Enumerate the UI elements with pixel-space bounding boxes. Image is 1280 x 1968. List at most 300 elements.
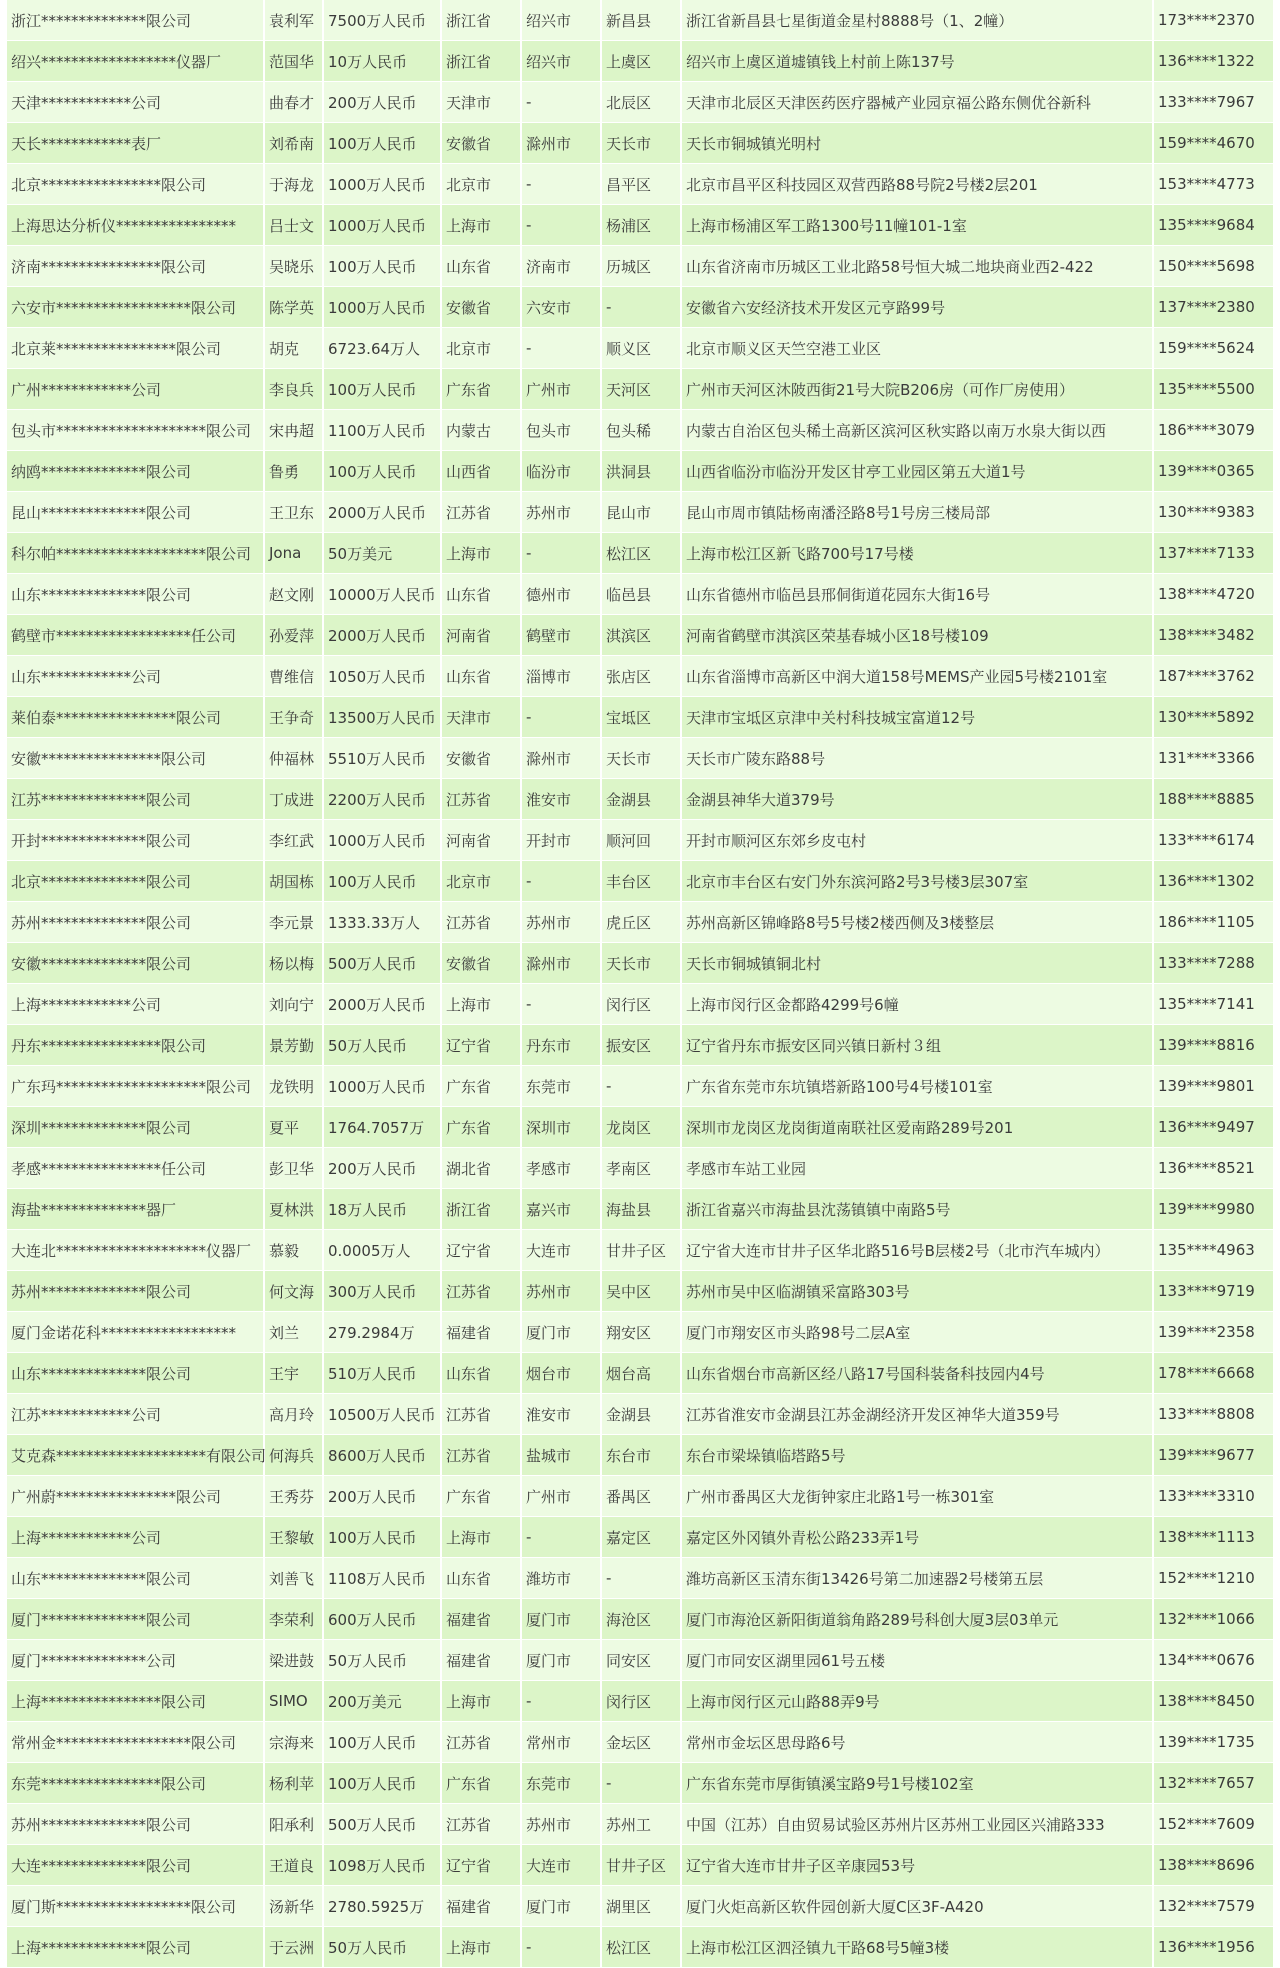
district-cell: 金坛区 (601, 1722, 681, 1763)
province-cell: 山东省 (441, 1353, 521, 1394)
legal-rep-cell: 刘兰 (264, 1312, 323, 1353)
table-row (7, 287, 1273, 328)
company-name-cell: 开封**************限公司 (7, 820, 264, 861)
legal-rep-cell: 吕士文 (264, 205, 323, 246)
province-cell: 江苏省 (441, 1804, 521, 1845)
city-cell: - (521, 984, 601, 1025)
city-cell: 东莞市 (521, 1066, 601, 1107)
city-cell: - (521, 1517, 601, 1558)
legal-rep-cell: SIMO (264, 1681, 323, 1722)
company-name-cell: 山东**************限公司 (7, 574, 264, 615)
phone-cell: 132****7657 (1153, 1763, 1273, 1804)
legal-rep-cell: 阳承利 (264, 1804, 323, 1845)
phone-cell: 159****5624 (1153, 328, 1273, 369)
phone-cell: 173****2370 (1153, 0, 1273, 41)
city-cell: 大连市 (521, 1230, 601, 1271)
address-cell: 金湖县神华大道379号 (681, 779, 1153, 820)
reg-capital-cell: 100万人民币 (323, 451, 441, 492)
city-cell: - (521, 205, 601, 246)
phone-cell: 136****1956 (1153, 1927, 1273, 1968)
table-row (7, 697, 1273, 738)
phone-cell: 130****9383 (1153, 492, 1273, 533)
legal-rep-cell: 彭卫华 (264, 1148, 323, 1189)
phone-cell: 133****7288 (1153, 943, 1273, 984)
phone-cell: 152****1210 (1153, 1558, 1273, 1599)
reg-capital-cell: 2000万人民币 (323, 984, 441, 1025)
company-name-cell: 鹤壁市******************任公司 (7, 615, 264, 656)
phone-cell: 178****6668 (1153, 1353, 1273, 1394)
city-cell: 嘉兴市 (521, 1189, 601, 1230)
district-cell: 天河区 (601, 369, 681, 410)
company-table (7, 0, 1273, 1968)
address-cell: 北京市顺义区天竺空港工业区 (681, 328, 1153, 369)
city-cell: - (521, 1927, 601, 1968)
district-cell: 虎丘区 (601, 902, 681, 943)
province-cell: 上海市 (441, 1681, 521, 1722)
address-cell: 常州市金坛区思母路6号 (681, 1722, 1153, 1763)
table-row (7, 1722, 1273, 1763)
company-name-cell: 常州金******************限公司 (7, 1722, 264, 1763)
phone-cell: 138****8450 (1153, 1681, 1273, 1722)
table-row (7, 205, 1273, 246)
city-cell: 济南市 (521, 246, 601, 287)
reg-capital-cell: 279.2984万 (323, 1312, 441, 1353)
table-row (7, 902, 1273, 943)
phone-cell: 136****8521 (1153, 1148, 1273, 1189)
address-cell: 天长市广陵东路88号 (681, 738, 1153, 779)
phone-cell: 188****8885 (1153, 779, 1273, 820)
province-cell: 山西省 (441, 451, 521, 492)
table-row (7, 861, 1273, 902)
address-cell: 广州市番禺区大龙街钟家庄北路1号一栋301室 (681, 1476, 1153, 1517)
province-cell: 福建省 (441, 1886, 521, 1927)
phone-cell: 132****1066 (1153, 1599, 1273, 1640)
city-cell: 淄博市 (521, 656, 601, 697)
company-name-cell: 绍兴******************仪器厂 (7, 41, 264, 82)
city-cell: 孝感市 (521, 1148, 601, 1189)
company-name-cell: 丹东****************限公司 (7, 1025, 264, 1066)
city-cell: 淮安市 (521, 1394, 601, 1435)
address-cell: 北京市丰台区右安门外东滨河路2号3号楼3层307室 (681, 861, 1153, 902)
reg-capital-cell: 50万人民币 (323, 1025, 441, 1066)
city-cell: 盐城市 (521, 1435, 601, 1476)
table-row (7, 1353, 1273, 1394)
reg-capital-cell: 2200万人民币 (323, 779, 441, 820)
legal-rep-cell: 吴晓乐 (264, 246, 323, 287)
city-cell: 六安市 (521, 287, 601, 328)
city-cell: 潍坊市 (521, 1558, 601, 1599)
district-cell: 顺河回 (601, 820, 681, 861)
legal-rep-cell: 王卫东 (264, 492, 323, 533)
district-cell: 天长市 (601, 738, 681, 779)
company-name-cell: 山东**************限公司 (7, 1353, 264, 1394)
company-name-cell: 江苏**************限公司 (7, 779, 264, 820)
company-name-cell: 广东玛********************限公司 (7, 1066, 264, 1107)
district-cell: 宝坻区 (601, 697, 681, 738)
legal-rep-cell: 于云洲 (264, 1927, 323, 1968)
address-cell: 绍兴市上虞区道墟镇钱上村前上陈137号 (681, 41, 1153, 82)
table-row (7, 1517, 1273, 1558)
phone-cell: 186****1105 (1153, 902, 1273, 943)
address-cell: 山东省济南市历城区工业北路58号恒大城二地块商业西2-422 (681, 246, 1153, 287)
reg-capital-cell: 100万人民币 (323, 1517, 441, 1558)
address-cell: 上海市杨浦区军工路1300号11幢101-1室 (681, 205, 1153, 246)
reg-capital-cell: 1000万人民币 (323, 287, 441, 328)
company-name-cell: 厦门**************公司 (7, 1640, 264, 1681)
city-cell: 苏州市 (521, 492, 601, 533)
table-row (7, 1025, 1273, 1066)
address-cell: 厦门市翔安区市头路98号二层A室 (681, 1312, 1153, 1353)
address-cell: 广东省东莞市厚街镇溪宝路9号1号楼102室 (681, 1763, 1153, 1804)
reg-capital-cell: 18万人民币 (323, 1189, 441, 1230)
city-cell: 深圳市 (521, 1107, 601, 1148)
city-cell: - (521, 533, 601, 574)
reg-capital-cell: 1000万人民币 (323, 820, 441, 861)
district-cell: 顺义区 (601, 328, 681, 369)
district-cell: 杨浦区 (601, 205, 681, 246)
legal-rep-cell: 王黎敏 (264, 1517, 323, 1558)
province-cell: 北京市 (441, 328, 521, 369)
city-cell: 滁州市 (521, 738, 601, 779)
province-cell: 安徽省 (441, 943, 521, 984)
legal-rep-cell: 丁成进 (264, 779, 323, 820)
legal-rep-cell: 孙爱萍 (264, 615, 323, 656)
legal-rep-cell: 梁进鼓 (264, 1640, 323, 1681)
table-row (7, 41, 1273, 82)
phone-cell: 134****0676 (1153, 1640, 1273, 1681)
city-cell: 苏州市 (521, 1804, 601, 1845)
district-cell: 吴中区 (601, 1271, 681, 1312)
company-name-cell: 艾克森********************有限公司 (7, 1435, 264, 1476)
company-name-cell: 江苏************公司 (7, 1394, 264, 1435)
legal-rep-cell: 何海兵 (264, 1435, 323, 1476)
phone-cell: 130****5892 (1153, 697, 1273, 738)
reg-capital-cell: 100万人民币 (323, 1722, 441, 1763)
province-cell: 上海市 (441, 984, 521, 1025)
table-row (7, 1886, 1273, 1927)
reg-capital-cell: 200万人民币 (323, 1148, 441, 1189)
province-cell: 江苏省 (441, 1271, 521, 1312)
legal-rep-cell: 刘希南 (264, 123, 323, 164)
company-name-cell: 浙江**************限公司 (7, 0, 264, 41)
address-cell: 中国（江苏）自由贸易试验区苏州片区苏州工业园区兴浦路333 (681, 1804, 1153, 1845)
company-name-cell: 广州************公司 (7, 369, 264, 410)
address-cell: 广州市天河区沐陂西街21号大院B206房（可作厂房使用） (681, 369, 1153, 410)
city-cell: 厦门市 (521, 1886, 601, 1927)
reg-capital-cell: 300万人民币 (323, 1271, 441, 1312)
address-cell: 山东省烟台市高新区经八路17号国科装备科技园内4号 (681, 1353, 1153, 1394)
table-row (7, 943, 1273, 984)
table-row (7, 1681, 1273, 1722)
phone-cell: 135****7141 (1153, 984, 1273, 1025)
province-cell: 江苏省 (441, 902, 521, 943)
reg-capital-cell: 10000万人民币 (323, 574, 441, 615)
address-cell: 天津市宝坻区京津中关村科技城宝富道12号 (681, 697, 1153, 738)
table-row (7, 656, 1273, 697)
district-cell: 洪洞县 (601, 451, 681, 492)
district-cell: 甘井子区 (601, 1230, 681, 1271)
reg-capital-cell: 100万人民币 (323, 861, 441, 902)
address-cell: 辽宁省丹东市振安区同兴镇日新村３组 (681, 1025, 1153, 1066)
reg-capital-cell: 200万人民币 (323, 82, 441, 123)
city-cell: - (521, 861, 601, 902)
table-row (7, 1394, 1273, 1435)
province-cell: 江苏省 (441, 1435, 521, 1476)
legal-rep-cell: 何文海 (264, 1271, 323, 1312)
city-cell: 绍兴市 (521, 0, 601, 41)
reg-capital-cell: 50万人民币 (323, 1640, 441, 1681)
province-cell: 上海市 (441, 533, 521, 574)
company-name-cell: 苏州**************限公司 (7, 902, 264, 943)
table-row (7, 1599, 1273, 1640)
phone-cell: 138****8696 (1153, 1845, 1273, 1886)
province-cell: 上海市 (441, 1927, 521, 1968)
company-name-cell: 上海****************限公司 (7, 1681, 264, 1722)
address-cell: 昆山市周市镇陆杨南潘泾路8号1号房三楼局部 (681, 492, 1153, 533)
address-cell: 开封市顺河区东郊乡皮屯村 (681, 820, 1153, 861)
province-cell: 辽宁省 (441, 1845, 521, 1886)
table-row (7, 1558, 1273, 1599)
company-name-cell: 安徽**************限公司 (7, 943, 264, 984)
province-cell: 湖北省 (441, 1148, 521, 1189)
province-cell: 山东省 (441, 1558, 521, 1599)
district-cell: 闵行区 (601, 1681, 681, 1722)
table-row (7, 1763, 1273, 1804)
legal-rep-cell: 范国华 (264, 41, 323, 82)
legal-rep-cell: 夏平 (264, 1107, 323, 1148)
company-name-cell: 海盐**************器厂 (7, 1189, 264, 1230)
legal-rep-cell: 于海龙 (264, 164, 323, 205)
company-name-cell: 孝感****************任公司 (7, 1148, 264, 1189)
legal-rep-cell: 李红武 (264, 820, 323, 861)
company-name-cell: 安徽****************限公司 (7, 738, 264, 779)
district-cell: 烟台高 (601, 1353, 681, 1394)
city-cell: 鹤壁市 (521, 615, 601, 656)
reg-capital-cell: 13500万人民币 (323, 697, 441, 738)
address-cell: 河南省鹤壁市淇滨区荣基春城小区18号楼109 (681, 615, 1153, 656)
address-cell: 浙江省新昌县七星街道金星村8888号（1、2幢） (681, 0, 1153, 41)
district-cell: 新昌县 (601, 0, 681, 41)
legal-rep-cell: 龙铁明 (264, 1066, 323, 1107)
reg-capital-cell: 2000万人民币 (323, 492, 441, 533)
phone-cell: 138****3482 (1153, 615, 1273, 656)
reg-capital-cell: 50万人民币 (323, 1927, 441, 1968)
address-cell: 北京市昌平区科技园区双营西路88号院2号楼2层201 (681, 164, 1153, 205)
district-cell: 甘井子区 (601, 1845, 681, 1886)
phone-cell: 136****1322 (1153, 41, 1273, 82)
reg-capital-cell: 200万美元 (323, 1681, 441, 1722)
legal-rep-cell: 王道良 (264, 1845, 323, 1886)
phone-cell: 137****2380 (1153, 287, 1273, 328)
reg-capital-cell: 1098万人民币 (323, 1845, 441, 1886)
table-row (7, 1804, 1273, 1845)
city-cell: - (521, 1681, 601, 1722)
province-cell: 广东省 (441, 369, 521, 410)
address-cell: 广东省东莞市东坑镇塔新路100号4号楼101室 (681, 1066, 1153, 1107)
address-cell: 苏州市吴中区临湖镇采富路303号 (681, 1271, 1153, 1312)
table-row (7, 1435, 1273, 1476)
reg-capital-cell: 1000万人民币 (323, 1066, 441, 1107)
province-cell: 江苏省 (441, 1722, 521, 1763)
phone-cell: 133****9719 (1153, 1271, 1273, 1312)
city-cell: 厦门市 (521, 1599, 601, 1640)
city-cell: 常州市 (521, 1722, 601, 1763)
table-row (7, 82, 1273, 123)
province-cell: 浙江省 (441, 1189, 521, 1230)
table-row (7, 533, 1273, 574)
legal-rep-cell: 曹维信 (264, 656, 323, 697)
reg-capital-cell: 100万人民币 (323, 246, 441, 287)
legal-rep-cell: 杨以梅 (264, 943, 323, 984)
phone-cell: 135****9684 (1153, 205, 1273, 246)
company-name-cell: 天长************表厂 (7, 123, 264, 164)
address-cell: 上海市松江区新飞路700号17号楼 (681, 533, 1153, 574)
reg-capital-cell: 0.0005万人 (323, 1230, 441, 1271)
district-cell: 海盐县 (601, 1189, 681, 1230)
company-name-cell: 厦门**************限公司 (7, 1599, 264, 1640)
table-row (7, 820, 1273, 861)
district-cell: 金湖县 (601, 779, 681, 820)
company-name-cell: 山东************公司 (7, 656, 264, 697)
table-row (7, 1107, 1273, 1148)
address-cell: 山东省德州市临邑县邢侗街道花园东大街16号 (681, 574, 1153, 615)
reg-capital-cell: 10万人民币 (323, 41, 441, 82)
table-row (7, 1476, 1273, 1517)
city-cell: 广州市 (521, 1476, 601, 1517)
address-cell: 厦门市同安区湖里园61号五楼 (681, 1640, 1153, 1681)
legal-rep-cell: 王宇 (264, 1353, 323, 1394)
district-cell: 翔安区 (601, 1312, 681, 1353)
reg-capital-cell: 10500万人民币 (323, 1394, 441, 1435)
phone-cell: 152****7609 (1153, 1804, 1273, 1845)
district-cell: 丰台区 (601, 861, 681, 902)
district-cell: 金湖县 (601, 1394, 681, 1435)
address-cell: 浙江省嘉兴市海盐县沈荡镇镇中南路5号 (681, 1189, 1153, 1230)
legal-rep-cell: 宗海来 (264, 1722, 323, 1763)
province-cell: 江苏省 (441, 492, 521, 533)
reg-capital-cell: 100万人民币 (323, 369, 441, 410)
phone-cell: 138****1113 (1153, 1517, 1273, 1558)
city-cell: 丹东市 (521, 1025, 601, 1066)
legal-rep-cell: 夏林洪 (264, 1189, 323, 1230)
legal-rep-cell: 杨利苹 (264, 1763, 323, 1804)
company-name-cell: 北京****************限公司 (7, 164, 264, 205)
legal-rep-cell: 赵文刚 (264, 574, 323, 615)
company-name-cell: 上海思达分析仪**************** (7, 205, 264, 246)
company-name-cell: 广州蔚****************限公司 (7, 1476, 264, 1517)
district-cell: 闵行区 (601, 984, 681, 1025)
district-cell: 孝南区 (601, 1148, 681, 1189)
phone-cell: 187****3762 (1153, 656, 1273, 697)
city-cell: 大连市 (521, 1845, 601, 1886)
phone-cell: 136****9497 (1153, 1107, 1273, 1148)
legal-rep-cell: 李良兵 (264, 369, 323, 410)
address-cell: 东台市梁垛镇临塔路5号 (681, 1435, 1153, 1476)
district-cell: - (601, 1066, 681, 1107)
reg-capital-cell: 100万人民币 (323, 1763, 441, 1804)
reg-capital-cell: 500万人民币 (323, 943, 441, 984)
phone-cell: 139****9677 (1153, 1435, 1273, 1476)
phone-cell: 136****1302 (1153, 861, 1273, 902)
address-cell: 厦门市海沧区新阳街道翁角路289号科创大厦3层03单元 (681, 1599, 1153, 1640)
district-cell: 昆山市 (601, 492, 681, 533)
address-cell: 内蒙古自治区包头稀土高新区滨河区秋实路以南万水泉大街以西 (681, 410, 1153, 451)
address-cell: 深圳市龙岗区龙岗街道南联社区爱南路289号201 (681, 1107, 1153, 1148)
table-row (7, 1640, 1273, 1681)
district-cell: 同安区 (601, 1640, 681, 1681)
reg-capital-cell: 7500万人民币 (323, 0, 441, 41)
legal-rep-cell: 景芳勤 (264, 1025, 323, 1066)
city-cell: 滁州市 (521, 943, 601, 984)
table-row (7, 164, 1273, 205)
district-cell: 昌平区 (601, 164, 681, 205)
district-cell: 海沧区 (601, 1599, 681, 1640)
table-row (7, 492, 1273, 533)
district-cell: 湖里区 (601, 1886, 681, 1927)
city-cell: - (521, 328, 601, 369)
province-cell: 江苏省 (441, 779, 521, 820)
city-cell: 淮安市 (521, 779, 601, 820)
city-cell: 绍兴市 (521, 41, 601, 82)
reg-capital-cell: 2780.5925万 (323, 1886, 441, 1927)
table-row (7, 1066, 1273, 1107)
reg-capital-cell: 1764.7057万 (323, 1107, 441, 1148)
legal-rep-cell: 鲁勇 (264, 451, 323, 492)
province-cell: 上海市 (441, 205, 521, 246)
phone-cell: 135****4963 (1153, 1230, 1273, 1271)
company-name-cell: 东莞****************限公司 (7, 1763, 264, 1804)
phone-cell: 133****7967 (1153, 82, 1273, 123)
table-row (7, 123, 1273, 164)
province-cell: 北京市 (441, 164, 521, 205)
table-row (7, 984, 1273, 1025)
address-cell: 天长市铜城镇光明村 (681, 123, 1153, 164)
company-name-cell: 天津************公司 (7, 82, 264, 123)
district-cell: 淇滨区 (601, 615, 681, 656)
table-row (7, 246, 1273, 287)
legal-rep-cell: 高月玲 (264, 1394, 323, 1435)
province-cell: 辽宁省 (441, 1230, 521, 1271)
phone-cell: 139****0365 (1153, 451, 1273, 492)
province-cell: 河南省 (441, 615, 521, 656)
province-cell: 安徽省 (441, 287, 521, 328)
phone-cell: 133****3310 (1153, 1476, 1273, 1517)
address-cell: 孝感市车站工业园 (681, 1148, 1153, 1189)
province-cell: 北京市 (441, 861, 521, 902)
legal-rep-cell: 曲春才 (264, 82, 323, 123)
phone-cell: 131****3366 (1153, 738, 1273, 779)
legal-rep-cell: 慕毅 (264, 1230, 323, 1271)
district-cell: 包头稀 (601, 410, 681, 451)
province-cell: 广东省 (441, 1763, 521, 1804)
legal-rep-cell: 刘向宁 (264, 984, 323, 1025)
table-row (7, 1148, 1273, 1189)
district-cell: 上虞区 (601, 41, 681, 82)
district-cell: 振安区 (601, 1025, 681, 1066)
table-body (7, 0, 1273, 1968)
phone-cell: 138****4720 (1153, 574, 1273, 615)
province-cell: 内蒙古 (441, 410, 521, 451)
legal-rep-cell: 陈学英 (264, 287, 323, 328)
phone-cell: 139****9980 (1153, 1189, 1273, 1230)
province-cell: 山东省 (441, 246, 521, 287)
province-cell: 广东省 (441, 1066, 521, 1107)
company-name-cell: 大连北********************仪器厂 (7, 1230, 264, 1271)
address-cell: 安徽省六安经济技术开发区元亨路99号 (681, 287, 1153, 328)
table-row (7, 738, 1273, 779)
company-name-cell: 厦门斯******************限公司 (7, 1886, 264, 1927)
district-cell: 嘉定区 (601, 1517, 681, 1558)
